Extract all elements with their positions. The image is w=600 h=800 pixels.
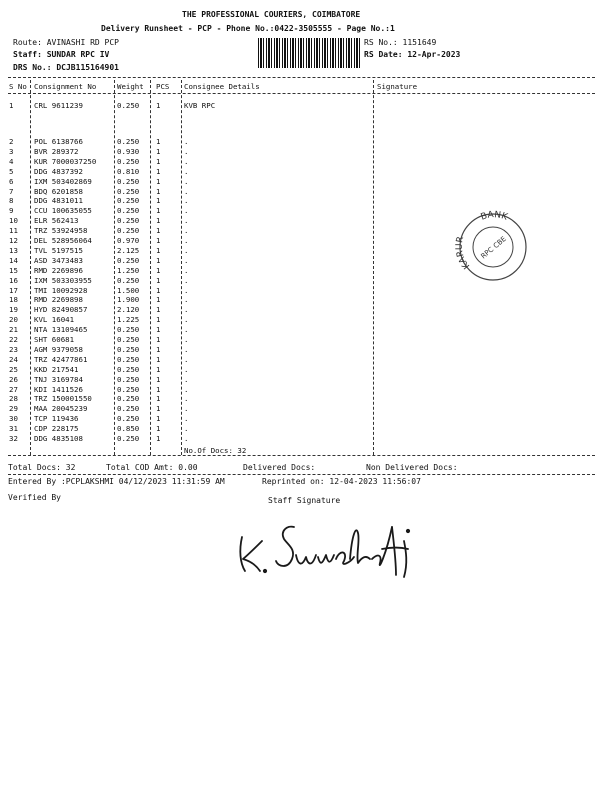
cell-consignee: .: [184, 374, 189, 384]
cell-consignee: KVB RPC: [184, 101, 216, 110]
cell-pcs: 1: [156, 146, 161, 156]
cell-sno: 20: [9, 315, 18, 325]
col-header-pcs: PCS: [156, 82, 170, 91]
table-row: [0, 177, 600, 187]
cell-sno: 30: [9, 414, 18, 424]
cell-consignment: ELR 562413: [34, 216, 79, 226]
verified-by: Verified By: [8, 493, 61, 502]
cell-pcs: 1: [156, 404, 161, 414]
cell-consignment: SHT 60681: [34, 335, 75, 344]
table-row: [0, 365, 600, 375]
cell-sno: 6: [9, 176, 14, 186]
cell-weight: 2.125: [117, 245, 140, 255]
cell-sno: 5: [9, 166, 14, 176]
cell-weight: 0.250: [117, 255, 140, 265]
route-line: [13, 38, 119, 47]
drs-line: [13, 63, 119, 72]
table-row: [0, 394, 600, 404]
cell-pcs: 1: [156, 335, 161, 344]
cell-consignment: KKD 217541: [34, 364, 79, 374]
cell-consignee: .: [184, 424, 189, 434]
cell-weight: 0.930: [117, 146, 140, 156]
cell-consignment: IXM 503303955: [34, 275, 92, 285]
cell-sno: 19: [9, 305, 18, 315]
cell-weight: 0.250: [117, 374, 140, 384]
cell-pcs: 1: [156, 166, 161, 176]
cell-weight: 0.250: [117, 196, 140, 206]
cell-consignment: MAA 20045239: [34, 404, 88, 414]
cell-sno: 29: [9, 404, 18, 414]
no-of-docs: No.Of Docs: 32: [184, 446, 247, 455]
cell-consignment: CDP 228175: [34, 424, 79, 434]
rs-no-value: 1151649: [402, 38, 437, 47]
cell-consignment: KVL 16041: [34, 315, 75, 325]
cell-consignee: .: [184, 364, 189, 374]
cell-consignee: .: [184, 166, 189, 176]
runsheet-subtitle: Delivery Runsheet - PCP - Phone No.:0422-3505555 - Page No.:1: [101, 24, 395, 33]
cell-weight: 0.250: [117, 101, 140, 110]
cell-consignee: .: [184, 206, 189, 216]
cell-consignee: .: [184, 265, 189, 275]
cell-weight: 2.120: [117, 305, 140, 315]
cell-consignee: .: [184, 146, 189, 156]
cell-sno: 24: [9, 354, 18, 364]
cell-weight: 0.250: [117, 186, 140, 196]
cell-consignee: .: [184, 295, 189, 305]
stamp-upper-text: BANK: [479, 210, 509, 223]
cell-weight: 0.250: [117, 137, 140, 146]
cell-pcs: 1: [156, 265, 161, 275]
cell-sno: 28: [9, 394, 18, 404]
table-row: [0, 414, 600, 424]
cell-weight: 0.250: [117, 226, 140, 236]
cell-consignment: TNJ 3169784: [34, 374, 83, 384]
table-row: [0, 355, 600, 365]
rs-no-line: [364, 38, 436, 47]
table-row: [0, 404, 600, 414]
cell-sno: 12: [9, 236, 18, 245]
cell-sno: 31: [9, 424, 18, 434]
cell-consignee: .: [184, 394, 189, 404]
cell-weight: 0.250: [117, 176, 140, 186]
cell-sno: 9: [9, 206, 14, 216]
cell-consignee: .: [184, 186, 189, 196]
cell-sno: 13: [9, 245, 18, 255]
col-header-consignee: Consignee Details: [184, 82, 260, 91]
table-row: [0, 424, 600, 434]
cell-sno: 4: [9, 156, 14, 166]
cell-pcs: 1: [156, 374, 161, 384]
cell-consignee: .: [184, 344, 189, 354]
cell-consignee: .: [184, 156, 189, 166]
table-row: [0, 167, 600, 177]
drs-value: DCJB115164901: [56, 63, 119, 72]
cell-sno: 21: [9, 325, 18, 335]
cell-weight: 0.250: [117, 206, 140, 216]
cell-sno: 32: [9, 434, 18, 443]
rs-no-label: RS No.:: [364, 38, 398, 47]
cell-consignment: TRZ 42477861: [34, 354, 88, 364]
non-delivered-docs: Non Delivered Docs:: [366, 463, 458, 472]
cell-weight: 0.250: [117, 394, 140, 404]
cell-sno: 10: [9, 216, 18, 226]
delivered-docs: Delivered Docs:: [243, 463, 316, 472]
cell-consignment: IXM 503402869: [34, 176, 92, 186]
cell-consignment: TRZ 53924958: [34, 226, 88, 236]
cell-consignee: .: [184, 315, 189, 325]
cell-pcs: 1: [156, 424, 161, 434]
table-row: [0, 305, 600, 315]
total-docs: Total Docs: 32: [8, 463, 76, 472]
cell-pcs: 1: [156, 354, 161, 364]
cell-sno: 23: [9, 344, 18, 354]
cell-consignee: .: [184, 325, 189, 335]
cell-consignee: .: [184, 335, 189, 344]
rs-date-line: [364, 50, 460, 59]
cell-consignee: .: [184, 384, 189, 394]
cell-sno: 17: [9, 285, 18, 295]
cell-sno: 25: [9, 364, 18, 374]
cell-consignment: BVR 289372: [34, 146, 79, 156]
table-row: [0, 101, 600, 111]
cell-pcs: 1: [156, 196, 161, 206]
cell-pcs: 1: [156, 295, 161, 305]
cell-consignee: .: [184, 414, 189, 424]
cell-consignment: CRL 9611239: [34, 101, 83, 110]
cell-pcs: 1: [156, 206, 161, 216]
header-bottom-rule: [8, 93, 595, 94]
cell-pcs: 1: [156, 255, 161, 265]
cell-weight: 1.900: [117, 295, 140, 305]
col-header-weight: Weight: [117, 82, 144, 91]
cell-consignment: KDI 1411526: [34, 384, 83, 394]
cell-pcs: 1: [156, 226, 161, 236]
cell-pcs: 1: [156, 101, 161, 110]
cell-weight: 0.250: [117, 216, 140, 226]
table-row: [0, 385, 600, 395]
cell-consignee: .: [184, 255, 189, 265]
cell-pcs: 1: [156, 275, 161, 285]
rs-date-label: RS Date:: [364, 50, 403, 59]
cell-sno: 8: [9, 196, 14, 206]
cell-weight: 0.250: [117, 354, 140, 364]
cell-sno: 7: [9, 186, 14, 196]
cell-weight: 1.250: [117, 265, 140, 275]
table-row: [0, 157, 600, 167]
cell-pcs: 1: [156, 384, 161, 394]
table-header-row: [0, 82, 600, 92]
cell-consignment: DDG 4837392: [34, 166, 83, 176]
staff-label: Staff:: [13, 50, 42, 59]
table-row: [0, 434, 600, 444]
cell-consignment: KUR 7000037250: [34, 156, 97, 166]
cell-sno: 22: [9, 335, 18, 344]
cell-weight: 0.250: [117, 434, 140, 443]
cell-weight: 1.500: [117, 285, 140, 295]
cell-consignee: .: [184, 196, 189, 206]
cell-consignment: RMD 2269896: [34, 265, 83, 275]
cell-consignee: .: [184, 404, 189, 414]
cell-pcs: 1: [156, 186, 161, 196]
cell-pcs: 1: [156, 364, 161, 374]
cell-consignment: CCU 100635055: [34, 206, 92, 216]
cell-consignment: TCP 119436: [34, 414, 79, 424]
cell-pcs: 1: [156, 414, 161, 424]
cell-pcs: 1: [156, 394, 161, 404]
cell-consignment: POL 6138766: [34, 137, 83, 146]
cell-consignment: ASD 3473483: [34, 255, 83, 265]
cell-pcs: 1: [156, 315, 161, 325]
cell-weight: 0.810: [117, 166, 140, 176]
cell-consignment: AGM 9379058: [34, 344, 83, 354]
table-row: [0, 375, 600, 385]
cell-pcs: 1: [156, 285, 161, 295]
reprinted-on: Reprinted on: 12-04-2023 11:56:07: [262, 477, 421, 486]
table-row: [0, 345, 600, 355]
cell-sno: 1: [9, 101, 14, 110]
barcode: [258, 38, 360, 68]
table-row: [0, 147, 600, 157]
cell-consignment: DDG 4831011: [34, 196, 83, 206]
rs-date-value: 12-Apr-2023: [407, 50, 461, 59]
cell-sno: 27: [9, 384, 18, 394]
staff-line: [13, 50, 109, 59]
cell-pcs: 1: [156, 137, 161, 146]
cell-weight: 0.850: [117, 424, 140, 434]
cell-pcs: 1: [156, 176, 161, 186]
table-row: [0, 335, 600, 345]
cell-weight: 1.225: [117, 315, 140, 325]
cell-consignee: .: [184, 245, 189, 255]
cell-pcs: 1: [156, 216, 161, 226]
cell-weight: 0.250: [117, 335, 140, 344]
cell-pcs: 1: [156, 325, 161, 335]
table-row: [0, 295, 600, 305]
table-row: [0, 325, 600, 335]
cell-weight: 0.250: [117, 364, 140, 374]
cell-consignment: DEL 528956064: [34, 236, 92, 245]
entered-by: Entered By :PCPLAKSHMI 04/12/2023 11:31:59 AM: [8, 477, 225, 486]
staff-value: SUNDAR RPC IV: [46, 50, 110, 59]
cell-consignee: .: [184, 305, 189, 315]
table-row: [0, 137, 600, 147]
cell-consignee: .: [184, 216, 189, 226]
staff-signature-label: Staff Signature: [268, 496, 341, 505]
cell-weight: 0.250: [117, 156, 140, 166]
cell-consignment: BDQ 6201858: [34, 186, 83, 196]
route-value: AVINASHI RD PCP: [46, 38, 119, 47]
cell-weight: 0.250: [117, 344, 140, 354]
cell-consignee: .: [184, 285, 189, 295]
cell-weight: 0.250: [117, 404, 140, 414]
cell-consignment: TVL 5197515: [34, 245, 83, 255]
col-header-signature: Signature: [377, 82, 418, 91]
cell-consignee: .: [184, 226, 189, 236]
bank-stamp: [448, 204, 534, 290]
handwritten-signature: [232, 515, 422, 585]
company-title: THE PROFESSIONAL COURIERS, COIMBATORE: [182, 10, 361, 19]
cell-sno: 18: [9, 295, 18, 305]
total-cod: Total COD Amt: 0.00: [106, 463, 198, 472]
table-bottom-rule: [8, 455, 595, 456]
cell-consignee: .: [184, 137, 189, 146]
cell-sno: 14: [9, 255, 18, 265]
cell-consignee: .: [184, 176, 189, 186]
cell-weight: 0.250: [117, 275, 140, 285]
cell-consignee: .: [184, 275, 189, 285]
cell-pcs: 1: [156, 236, 161, 245]
cell-sno: 2: [9, 137, 14, 146]
cell-consignment: RMD 2269898: [34, 295, 83, 305]
col-header-sno: S No: [9, 82, 27, 91]
cell-pcs: 1: [156, 434, 161, 443]
cell-sno: 26: [9, 374, 18, 384]
table-row: [0, 187, 600, 197]
cell-pcs: 1: [156, 156, 161, 166]
cell-consignee: .: [184, 434, 189, 443]
col-header-consignment: Consignment No: [34, 82, 97, 91]
cell-pcs: 1: [156, 245, 161, 255]
table-row: [0, 315, 600, 325]
cell-consignee: .: [184, 354, 189, 364]
cell-sno: 3: [9, 146, 14, 156]
footer-rule: [8, 474, 595, 475]
cell-pcs: 1: [156, 344, 161, 354]
cell-consignment: TMI 10092928: [34, 285, 88, 295]
drs-label: DRS No.:: [13, 63, 52, 72]
cell-consignment: HYD 82490857: [34, 305, 88, 315]
cell-consignment: NTA 13109465: [34, 325, 88, 335]
cell-weight: 0.250: [117, 414, 140, 424]
cell-sno: 11: [9, 226, 18, 236]
stamp-outer-text: KARUR: [454, 235, 473, 271]
cell-consignee: .: [184, 236, 189, 245]
cell-weight: 0.250: [117, 325, 140, 335]
cell-consignment: TRZ 150001550: [34, 394, 92, 404]
route-label: Route:: [13, 38, 42, 47]
cell-weight: 0.250: [117, 384, 140, 394]
cell-weight: 0.970: [117, 236, 140, 245]
cell-sno: 15: [9, 265, 18, 275]
cell-sno: 16: [9, 275, 18, 285]
table-top-rule: [8, 77, 595, 78]
cell-pcs: 1: [156, 305, 161, 315]
stamp-inner-text: RPC CBE: [479, 234, 508, 261]
cell-consignment: DDG 4835108: [34, 434, 83, 443]
